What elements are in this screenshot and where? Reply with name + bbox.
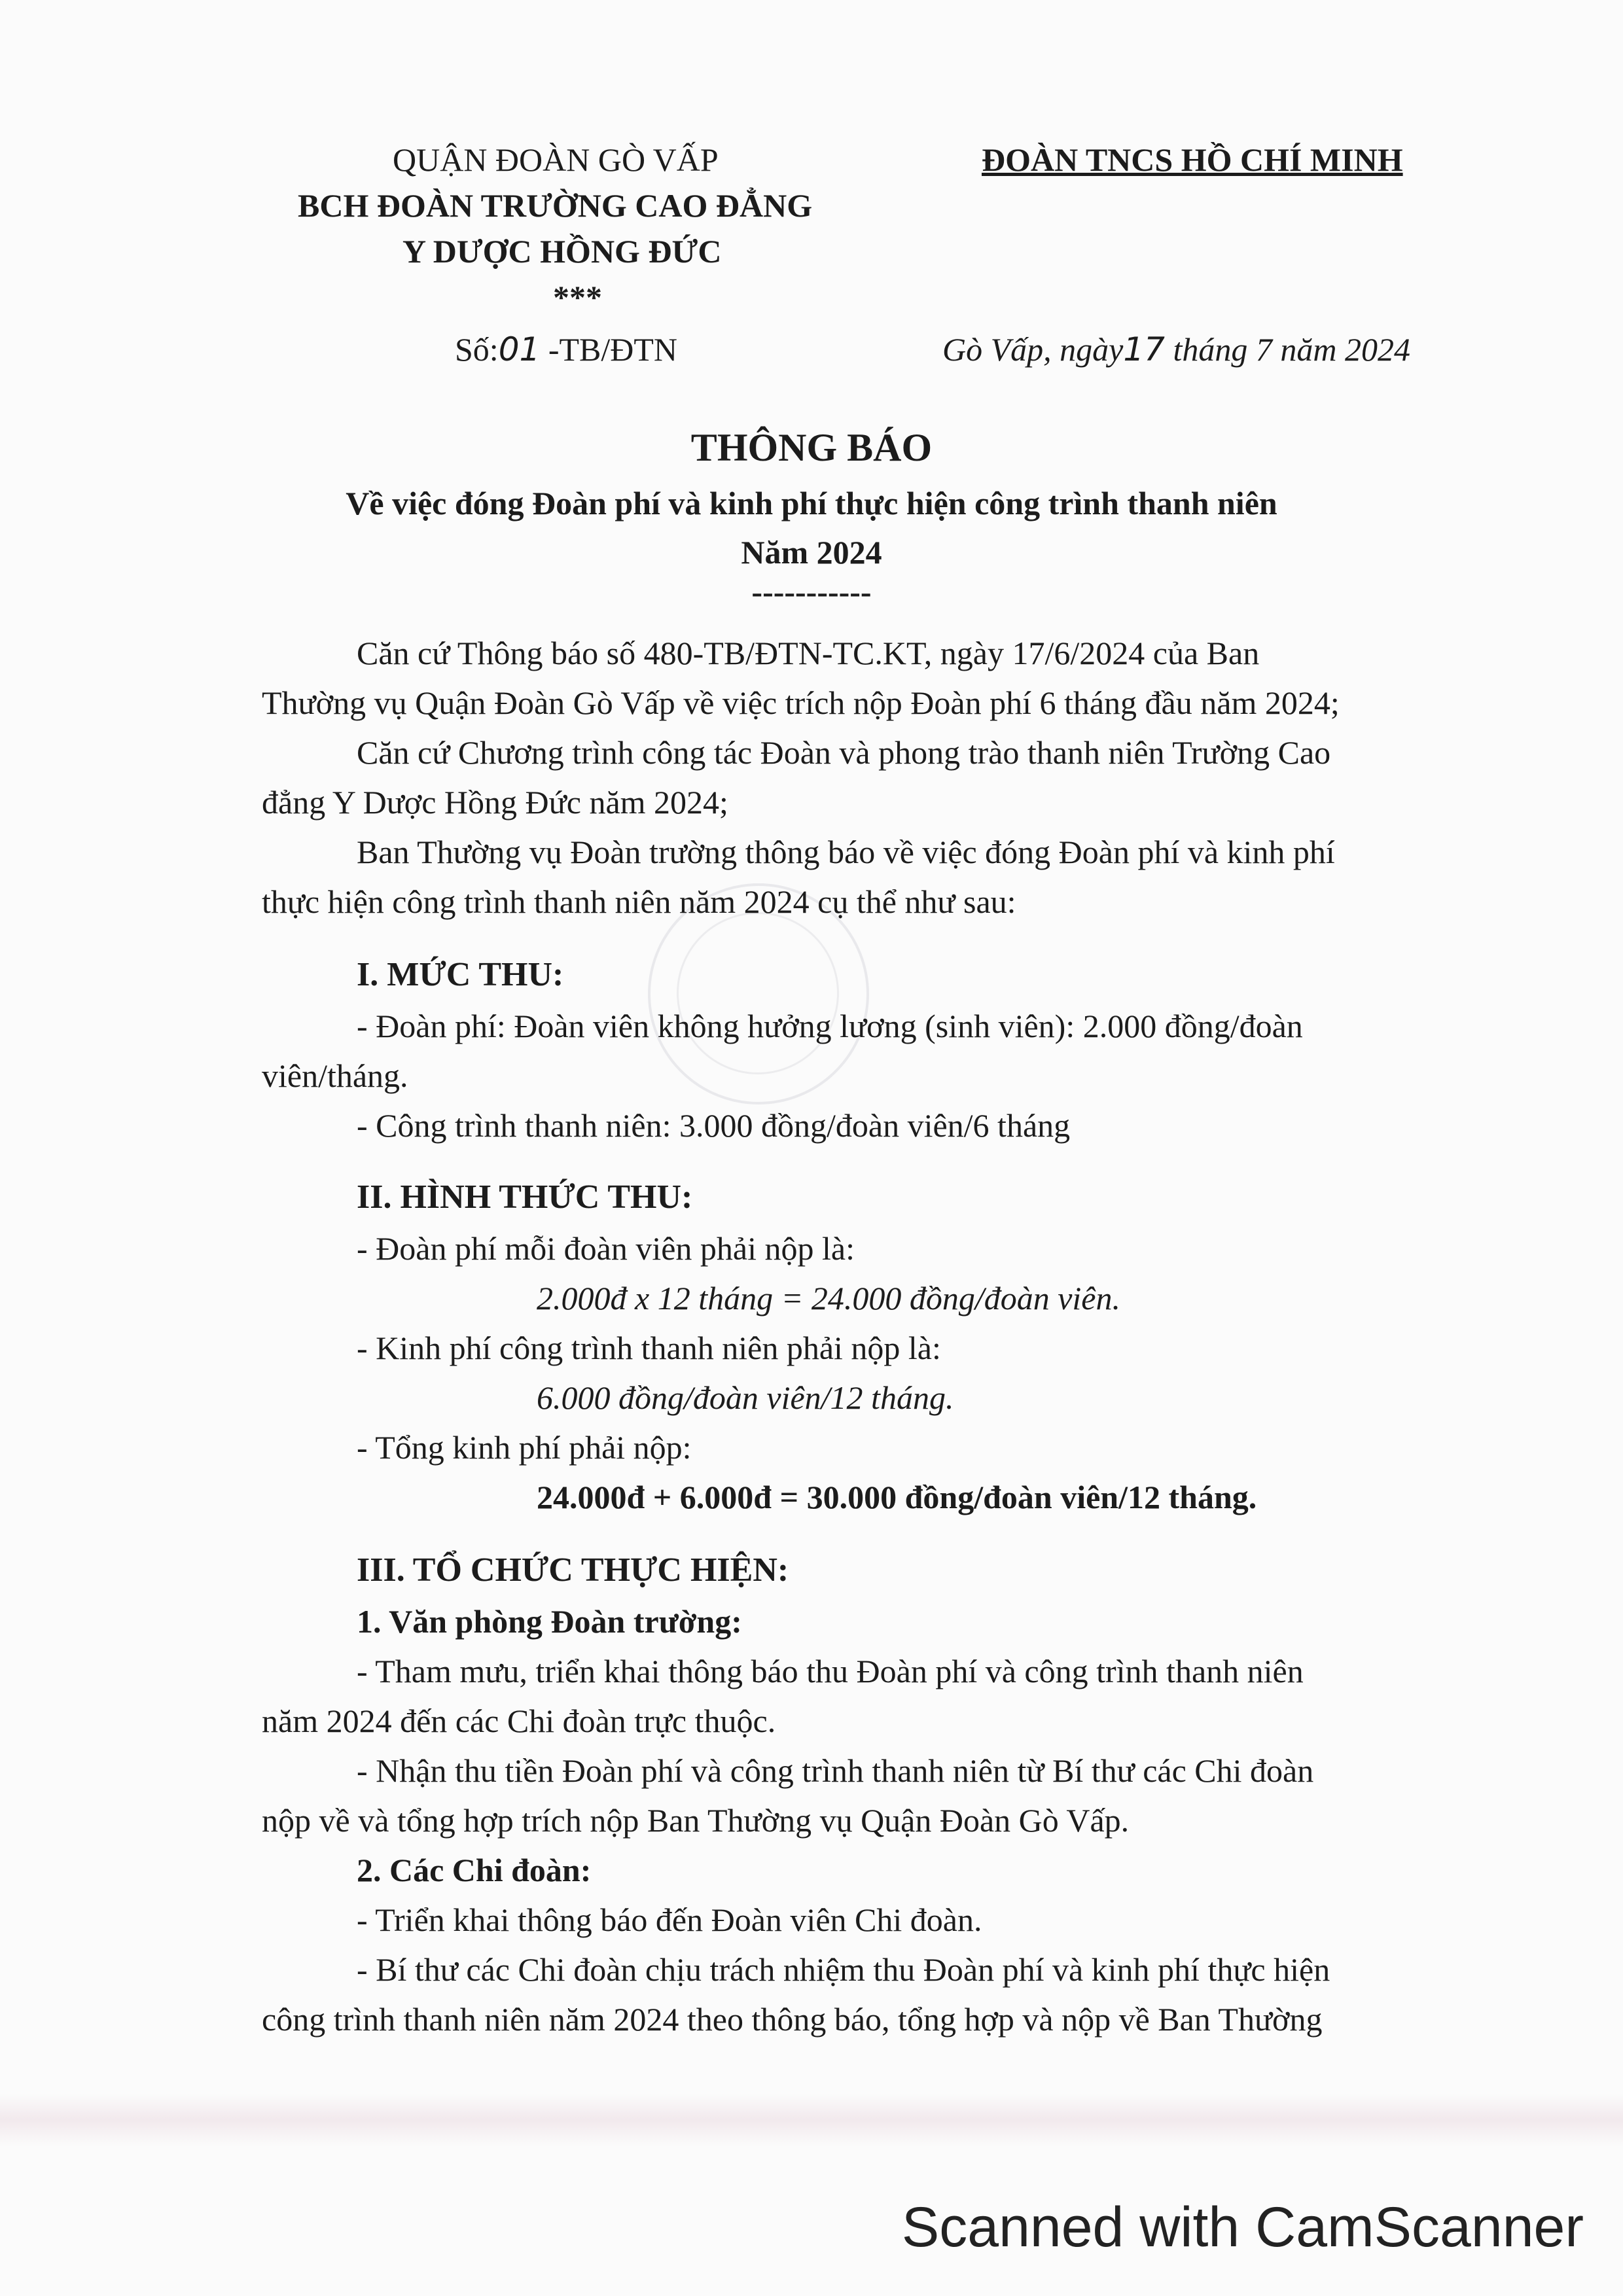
section3-heading: III. TỔ CHỨC THỰC HIỆN:: [357, 1551, 789, 1589]
section1-heading: I. MỨC THU:: [357, 956, 564, 993]
date-day-handwritten: 17: [1123, 330, 1165, 368]
section3-sub1-line4: nộp về và tổng hợp trích nộp Ban Thường vụ Quận Đoàn Gò Vấp.: [262, 1802, 1130, 1839]
section3-sub2-line1: - Triển khai thông báo đến Đoàn viên Chi đoàn.: [357, 1901, 982, 1938]
section3-sub1-line3: - Nhận thu tiền Đoàn phí và công trình thanh niên từ Bí thư các Chi đoàn: [357, 1752, 1314, 1789]
document-number: [455, 330, 677, 368]
doc-number-suffix: -TB/ĐTN: [540, 331, 678, 368]
intro-paragraph1-line1: Căn cứ Thông báo số 480-TB/ĐTN-TC.KT, ngày 17/6/2024 của Ban: [357, 635, 1260, 671]
section2-line5: - Tổng kinh phí phải nộp:: [357, 1429, 692, 1466]
section3-sub1-line2: năm 2024 đến các Chi đoàn trực thuộc.: [262, 1703, 776, 1739]
section3-sub1-heading: 1. Văn phòng Đoàn trường:: [357, 1603, 742, 1640]
header-youth-union: ĐOÀN TNCS HỒ CHÍ MINH: [982, 141, 1403, 178]
doc-number-handwritten: 01: [498, 330, 541, 368]
section2-line3: - Kinh phí công trình thanh niên phải nộp là:: [357, 1330, 941, 1366]
section2-line1: - Đoàn phí mỗi đoàn viên phải nộp là:: [357, 1230, 855, 1267]
intro-paragraph2-line1: Căn cứ Chương trình công tác Đoàn và phong trào thanh niên Trường Cao: [357, 734, 1331, 771]
date-prefix: Gò Vấp, ngày: [942, 331, 1124, 368]
document-date: [942, 330, 1410, 368]
document-title: THÔNG BÁO: [690, 426, 933, 469]
section3-sub2-heading: 2. Các Chi đoàn:: [357, 1852, 592, 1888]
section1-line3: - Công trình thanh niên: 3.000 đồng/đoàn viên/6 tháng: [357, 1107, 1071, 1144]
document-subject-line1: Về việc đóng Đoàn phí và kinh phí thực hiện công trình thanh niên: [346, 485, 1277, 521]
section2-line6-total: 24.000đ + 6.000đ = 30.000 đồng/đoàn viên/12 tháng.: [537, 1479, 1257, 1515]
header-school-union: BCH ĐOÀN TRƯỜNG CAO ĐẲNG: [298, 187, 813, 224]
section2-line4: 6.000 đồng/đoàn viên/12 tháng.: [537, 1379, 954, 1416]
camscanner-watermark: Scanned with CamScanner: [901, 2196, 1584, 2259]
header-school-name: Y DƯỢC HỒNG ĐỨC: [402, 233, 722, 270]
scan-artifact-band: [0, 2094, 1623, 2146]
section1-line2: viên/tháng.: [262, 1057, 408, 1094]
intro-paragraph2-line2: đẳng Y Dược Hồng Đức năm 2024;: [262, 784, 728, 821]
title-divider: -----------: [751, 573, 872, 610]
section2-heading: II. HÌNH THỨC THU:: [357, 1178, 693, 1216]
document-subject-line2: Năm 2024: [741, 534, 882, 571]
section3-sub1-line1: - Tham mưu, triển khai thông báo thu Đoàn phí và công trình thanh niên: [357, 1653, 1304, 1689]
doc-number-prefix: Số:: [455, 331, 499, 368]
section2-line2: 2.000đ x 12 tháng = 24.000 đồng/đoàn viên.: [537, 1280, 1120, 1316]
section3-sub2-line2: - Bí thư các Chi đoàn chịu trách nhiệm thu Đoàn phí và kinh phí thực hiện: [357, 1951, 1330, 1988]
section3-sub2-line3: công trình thanh niên năm 2024 theo thông báo, tổng hợp và nộp về Ban Thường: [262, 2001, 1323, 2038]
date-suffix: tháng 7 năm 2024: [1164, 331, 1410, 368]
header-stars: ***: [553, 279, 602, 315]
intro-paragraph3-line1: Ban Thường vụ Đoàn trường thông báo về việc đóng Đoàn phí và kinh phí: [357, 834, 1335, 870]
intro-paragraph3-line2: thực hiện công trình thanh niên năm 2024 cụ thể như sau:: [262, 883, 1016, 920]
intro-paragraph1-line2: Thường vụ Quận Đoàn Gò Vấp về việc trích nộp Đoàn phí 6 tháng đầu năm 2024;: [262, 684, 1340, 721]
section1-line1: - Đoàn phí: Đoàn viên không hưởng lương (sinh viên): 2.000 đồng/đoàn: [357, 1008, 1303, 1044]
header-district-union: QUẬN ĐOÀN GÒ VẤP: [393, 141, 719, 178]
